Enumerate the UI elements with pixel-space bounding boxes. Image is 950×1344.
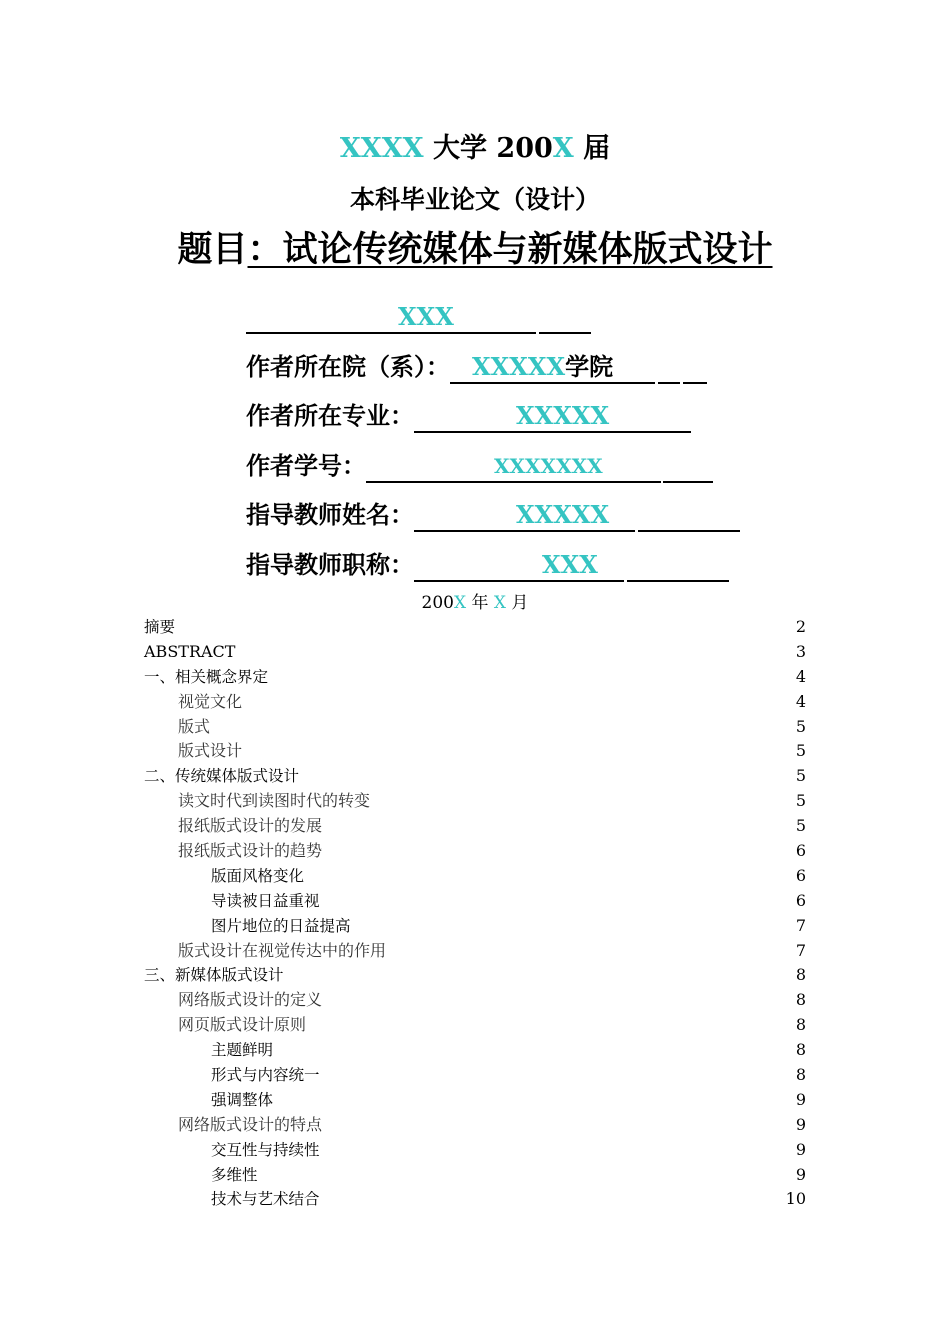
toc-entry-page: 9 xyxy=(795,1164,806,1184)
advisor-name-value: XXXXX xyxy=(516,500,609,532)
college-label: 作者所在院（系）： xyxy=(246,352,450,381)
toc-entry-label: 图片地位的日益提高 xyxy=(211,916,351,935)
toc-entry-page: 8 xyxy=(795,1040,806,1060)
toc-entry-page: 8 xyxy=(795,1015,806,1035)
toc-entry-page: 7 xyxy=(795,940,806,960)
toc-entry-page: 6 xyxy=(795,865,806,885)
advisor-name-label: 指导教师姓名： xyxy=(246,500,414,529)
student-id-label: 作者学号： xyxy=(246,451,366,480)
toc-entry-label: 报纸版式设计的趋势 xyxy=(178,841,323,861)
toc-entry-page: 5 xyxy=(795,766,806,786)
toc-entry[interactable] xyxy=(144,839,806,864)
toc-entry-page: 5 xyxy=(795,816,806,836)
toc-entry-label: 主题鲜明 xyxy=(211,1041,274,1060)
major-label: 作者所在专业： xyxy=(246,401,414,430)
toc-entry-label: 版面风格变化 xyxy=(211,866,305,885)
date-month-placeholder: X xyxy=(493,593,507,613)
topic-text: ：试论传统媒体与新媒体版式设计 xyxy=(247,229,773,270)
college-field xyxy=(246,350,707,384)
toc-entry-label: 版式 xyxy=(178,716,211,736)
toc-entry-label: ABSTRACT xyxy=(144,641,236,661)
toc-entry-label: 读文时代到读图时代的转变 xyxy=(178,791,371,811)
university-name-placeholder: XXXX xyxy=(339,133,424,164)
toc-entry-label: 网络版式设计的定义 xyxy=(178,990,323,1010)
toc-entry[interactable] xyxy=(144,1038,806,1063)
toc-entry-page: 10 xyxy=(785,1189,806,1209)
advisor-title-field xyxy=(246,548,729,582)
toc-entry-page: 5 xyxy=(795,791,806,811)
university-label: 大学 200 xyxy=(423,133,553,164)
session-label: 届 xyxy=(573,133,611,164)
toc-entry[interactable] xyxy=(144,889,806,914)
date-year-label: 年 xyxy=(466,593,494,613)
toc-entry[interactable] xyxy=(144,939,806,964)
toc-entry-page: 8 xyxy=(795,990,806,1010)
toc-entry-label: 二、传统媒体版式设计 xyxy=(144,767,300,786)
toc-entry[interactable] xyxy=(144,1138,806,1163)
toc-entry[interactable] xyxy=(144,1113,806,1138)
advisor-title-label: 指导教师职称： xyxy=(246,550,414,579)
toc-entry-label: 视觉文化 xyxy=(178,691,243,711)
thesis-topic-title xyxy=(0,226,950,274)
toc-entry-page: 9 xyxy=(795,1114,806,1134)
toc-entry[interactable] xyxy=(144,640,806,665)
toc-entry[interactable] xyxy=(144,764,806,789)
toc-entry-label: 三、新媒体版式设计 xyxy=(144,966,284,985)
toc-entry-label: 导读被日益重视 xyxy=(211,891,320,910)
toc-entry-label: 一、相关概念界定 xyxy=(144,667,269,686)
toc-entry-label: 技术与艺术结合 xyxy=(211,1190,320,1209)
toc-entry-label: 多维性 xyxy=(211,1165,258,1184)
toc-entry[interactable] xyxy=(144,665,806,690)
toc-entry[interactable] xyxy=(144,963,806,988)
toc-entry-page: 5 xyxy=(795,741,806,761)
toc-entry-label: 网络版式设计的特点 xyxy=(178,1114,323,1134)
date-year-placeholder: X xyxy=(454,593,467,613)
major-value: XXXXX xyxy=(516,401,609,433)
toc-entry[interactable] xyxy=(144,1088,806,1113)
toc-entry[interactable] xyxy=(144,1163,806,1188)
thesis-type-title: 本科毕业论文（设计） xyxy=(349,185,600,214)
table-of-contents xyxy=(144,615,806,1212)
toc-entry-label: 强调整体 xyxy=(211,1090,274,1109)
date-month-label: 月 xyxy=(506,593,529,613)
major-field xyxy=(246,399,691,433)
toc-entry-label: 摘要 xyxy=(144,618,176,636)
toc-entry[interactable] xyxy=(144,715,806,740)
toc-entry-page: 4 xyxy=(795,691,806,711)
toc-entry[interactable] xyxy=(144,988,806,1013)
toc-entry[interactable] xyxy=(144,789,806,814)
author-name-value: XXX xyxy=(398,302,454,334)
advisor-name-field xyxy=(246,498,740,532)
toc-entry[interactable] xyxy=(144,914,806,939)
author-name-field xyxy=(246,300,591,334)
advisor-title-value: XXX xyxy=(542,550,598,582)
toc-entry-page: 2 xyxy=(795,617,806,636)
toc-entry-label: 版式设计在视觉传达中的作用 xyxy=(178,940,387,960)
college-suffix: 学院 xyxy=(565,352,613,384)
toc-entry-label: 版式设计 xyxy=(178,741,243,761)
toc-entry[interactable] xyxy=(144,739,806,764)
toc-entry-label: 网页版式设计原则 xyxy=(178,1015,307,1035)
toc-entry-page: 8 xyxy=(795,1065,806,1085)
year-placeholder: X xyxy=(552,133,574,164)
toc-entry-page: 4 xyxy=(795,666,806,686)
toc-entry-page: 7 xyxy=(795,915,806,935)
date-year-prefix: 200 xyxy=(421,593,454,613)
toc-entry-page: 9 xyxy=(795,1139,806,1159)
toc-entry[interactable] xyxy=(144,814,806,839)
toc-entry-label: 形式与内容统一 xyxy=(211,1066,320,1085)
toc-entry-page: 8 xyxy=(795,965,806,985)
student-id-field xyxy=(246,449,713,483)
toc-entry[interactable] xyxy=(144,690,806,715)
toc-entry[interactable] xyxy=(144,864,806,889)
toc-entry[interactable] xyxy=(144,615,806,640)
college-value: XXXXX xyxy=(472,352,565,384)
toc-entry-page: 3 xyxy=(795,641,806,661)
toc-entry[interactable] xyxy=(144,1187,806,1212)
toc-entry-page: 6 xyxy=(795,890,806,910)
toc-entry-label: 交互性与持续性 xyxy=(211,1140,320,1159)
submission-date xyxy=(0,590,950,616)
topic-label: 题目 xyxy=(177,229,248,270)
toc-entry-page: 5 xyxy=(795,716,806,736)
toc-entry-label: 报纸版式设计的发展 xyxy=(178,816,323,836)
student-id-value: XXXXXXX xyxy=(494,451,603,483)
toc-entry[interactable] xyxy=(144,1013,806,1038)
toc-entry-page: 9 xyxy=(795,1089,806,1109)
university-title xyxy=(0,130,950,168)
toc-entry[interactable] xyxy=(144,1063,806,1088)
toc-entry-page: 6 xyxy=(795,841,806,861)
